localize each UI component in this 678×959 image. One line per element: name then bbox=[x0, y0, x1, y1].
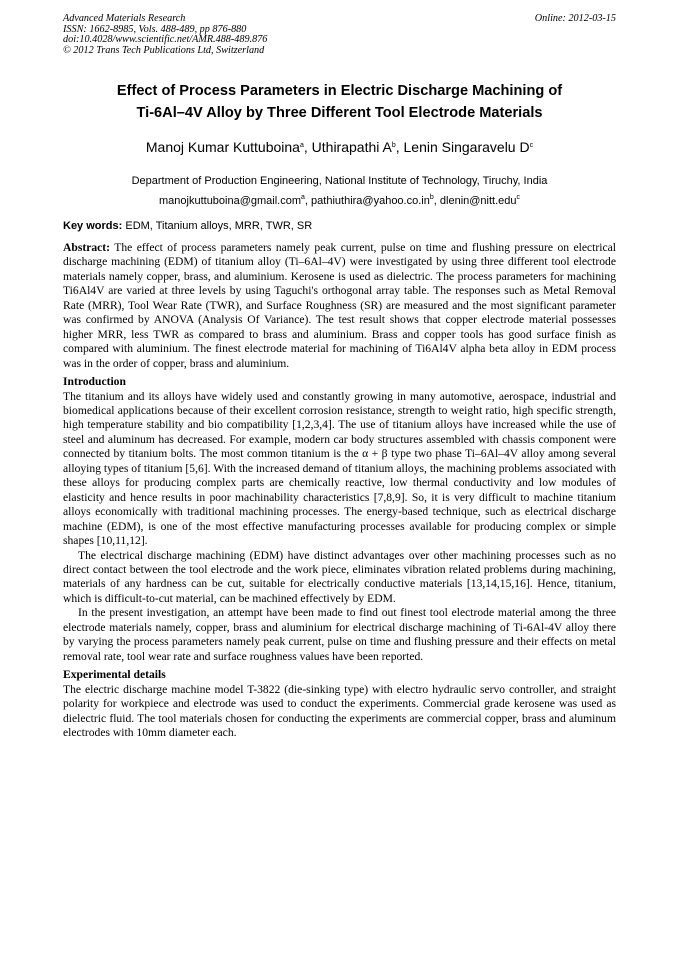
section-heading-experimental-details: Experimental details bbox=[63, 668, 166, 682]
paragraph: The electrical discharge machining (EDM) have distinct advantages over other machining processes such as no direct contact between the tool electrode and the work piece, eliminates vibration related problems during machining, materials of any hardness can be cut, suitable for electrically conductive materials [13,14,15,16]. Hence, titanium, which is difficult-to-cut material, can be machined effectively by EDM. bbox=[63, 548, 616, 605]
copyright: © 2012 Trans Tech Publications Ltd, Switzerland bbox=[63, 44, 265, 56]
author-sup: a bbox=[299, 142, 304, 149]
paragraph: The titanium and its alloys have widely used and constantly growing in many automotive, aerospace, industrial and biomedical applications because of their excellent corrosion resistance, strength to weight ratio, high specific strength, high temperature stability and bio compatibility [1,2,3,4]. The use of titanium alloys have increased while the use of steel and aluminum has decreased. For example, modern car body structures assembled with chassis component were connected by titanium bolts. The most common titanium is the α + β type two phase Ti–6Al–4V alloy among several alloying types of titanium [5,6]. With the increased demand of titanium alloys, the machining problems associated with these alloys for producing complex parts are chemically reactive, low thermal conductivity and low modules of elasticity and hence results in poor machinability characteristics [7,8,9]. So, it is very difficult to machine titanium alloys economically with traditional machining processes. The energy-based technique, such as electrical discharge machine (EDM), is one of the most effective manufacturing processes available for producing complex or simple shapes [10,11,12]. bbox=[63, 389, 616, 548]
email-separator: , bbox=[304, 195, 312, 207]
keywords-label: Key words: bbox=[63, 220, 123, 232]
author-name: Manoj Kumar Kuttuboina bbox=[145, 139, 300, 155]
paper-body bbox=[63, 241, 616, 740]
email-sup: a bbox=[301, 194, 305, 201]
email-link[interactable]: dlenin@nitt.edu bbox=[439, 195, 517, 207]
issn: ISSN: 1662-8985, Vols. 488-489, pp 876-880 bbox=[63, 23, 247, 35]
abstract-text: The effect of process parameters namely peak current, pulse on time and flushing pressure on electrical discharge machining (EDM) of titanium alloy (Ti–6Al–4V) were investigated by using three different tool electrode materials namely copper, brass, and aluminium. Kerosene is used as dielectric. The process parameters for machining Ti6Al4V are varied at three levels by using Taguchi's orthogonal array table. The responses such as Metal Removal Rate (MRR), Tool Wear Rate (TWR), and Surface Roughness (SR) are measured and the most significant parameter was confirmed by ANOVA (Analysis Of Variance). The test result shows that copper electrode material possesses higher MRR, less TWR as compared to brass and aluminium. Brass and copper tools has good surface finish as compared with aluminium. The finest electrode material for machining of Ti6Al4V alpha beta alloy in EDM process was in the order of copper, brass and aluminium. bbox=[63, 241, 616, 370]
email-link[interactable]: pathiuthira@yahoo.co.in bbox=[311, 195, 430, 207]
paragraph: The electric discharge machine model T-3822 (die-sinking type) with electro hydraulic servo controller, and straight polarity for workpiece and electrode was used to conduct the experiments. Commercial grade kerosene was used as dielectric fluid. The tool materials chosen for conducting the experiments are commercial copper, brass and aluminum electrodes with 10mm diameter each. bbox=[63, 682, 616, 739]
journal-name: Advanced Materials Research bbox=[63, 13, 186, 24]
email-link[interactable]: manojkuttuboina@gmail.com bbox=[159, 195, 302, 207]
paper-title bbox=[63, 80, 616, 124]
author-sup: c bbox=[529, 142, 534, 149]
email-sup: c bbox=[516, 194, 520, 201]
keywords bbox=[63, 219, 616, 233]
online-date: Online: 2012-03-15 bbox=[534, 13, 616, 24]
email-sup: b bbox=[429, 194, 434, 201]
journal-header bbox=[63, 14, 616, 56]
author-sup: b bbox=[391, 142, 396, 149]
abstract bbox=[63, 241, 616, 371]
title-line-2: Ti-6Al–4V Alloy by Three Different Tool Electrode Materials bbox=[136, 105, 543, 121]
affiliation-block bbox=[63, 171, 616, 211]
paragraph: In the present investigation, an attempt have been made to find out finest tool electrode material among the three electrode materials namely, copper, brass and aluminium for electrical discharge machining of Ti-6Al-4V alloy there by varying the process parameters namely peak current, pulse on time and flushing pressure and their effects on metal removal rate, tool wear rate and surface roughness values have been reported. bbox=[63, 606, 616, 663]
author-separator: , bbox=[303, 139, 312, 155]
email-list bbox=[63, 191, 616, 211]
abstract-label: Abstract: bbox=[63, 241, 111, 254]
keywords-text: EDM, Titanium alloys, MRR, TWR, SR bbox=[122, 220, 313, 232]
doi: doi:10.4028/www.scientific.net/AMR.488-489.876 bbox=[63, 34, 268, 46]
author-separator: , bbox=[395, 139, 404, 155]
author-name: Uthirapathi A bbox=[311, 139, 392, 155]
title-line-1: Effect of Process Parameters in Electric Discharge Machining of bbox=[116, 83, 563, 99]
author-name: Lenin Singaravelu D bbox=[403, 139, 530, 155]
affiliation: Department of Production Engineering, National Institute of Technology, Tiruchy, India bbox=[131, 175, 548, 187]
author-list bbox=[63, 137, 616, 157]
section-heading-introduction: Introduction bbox=[63, 375, 126, 389]
email-separator: , bbox=[433, 195, 440, 207]
